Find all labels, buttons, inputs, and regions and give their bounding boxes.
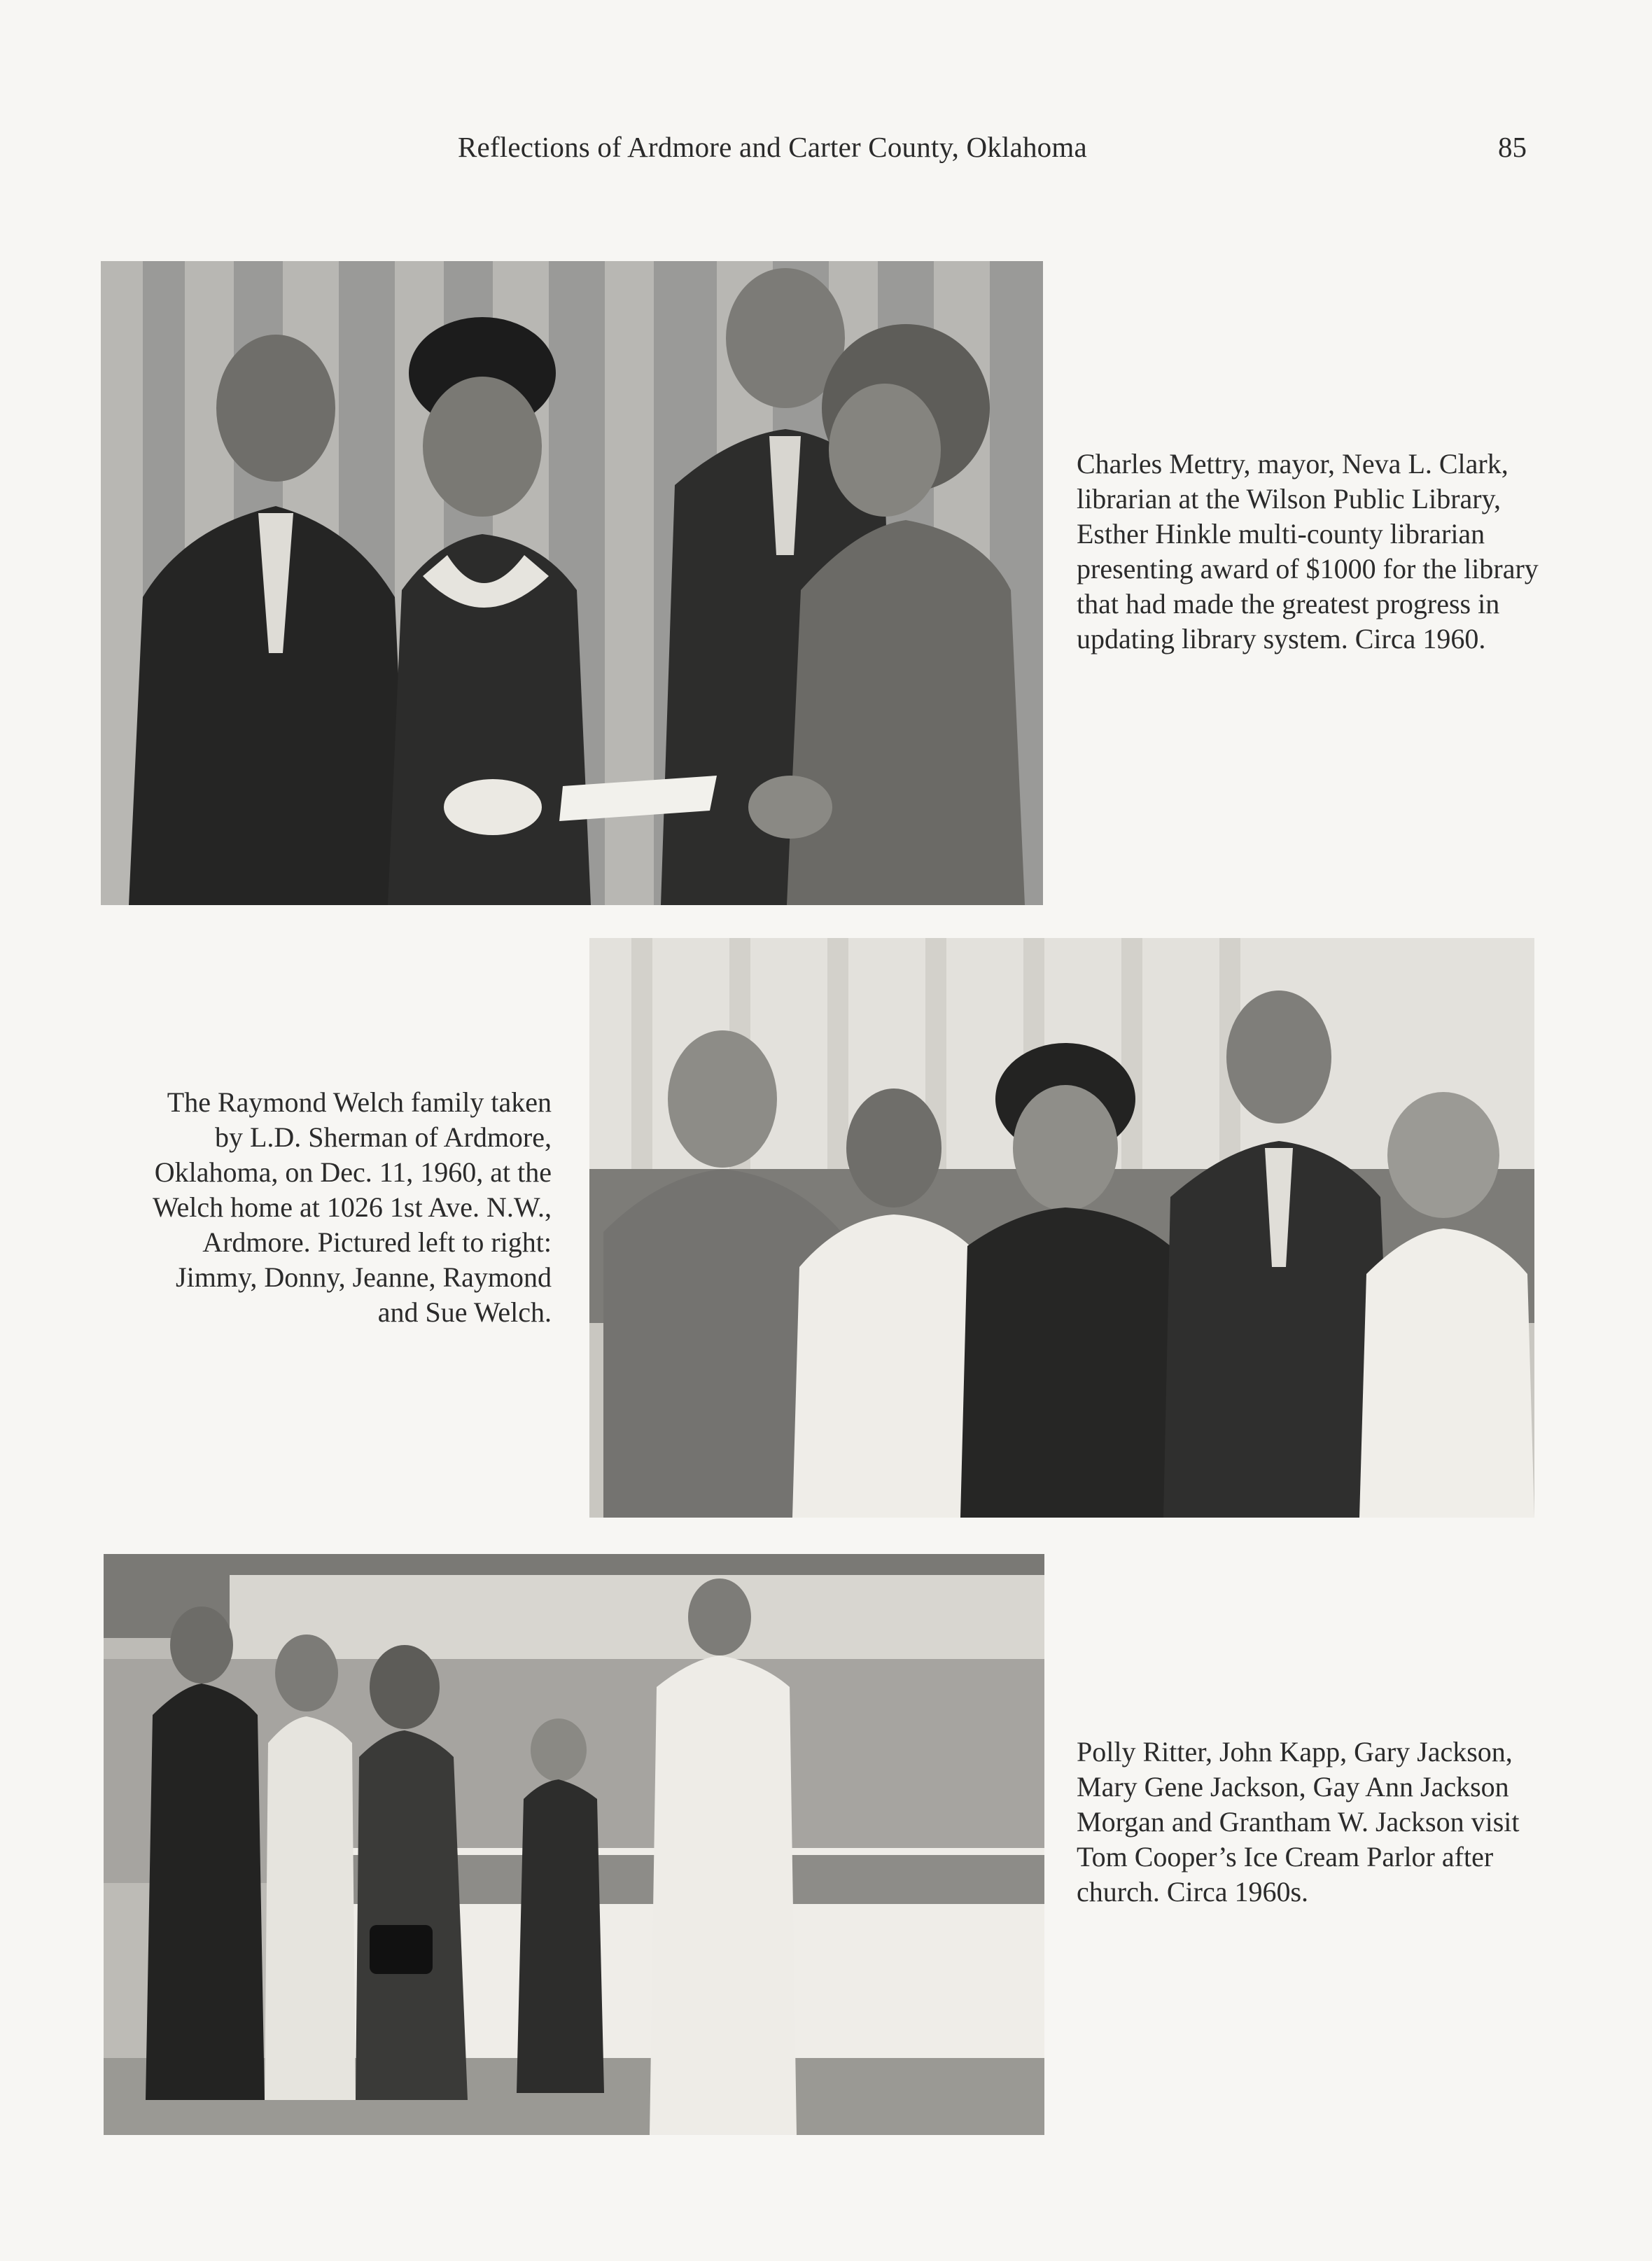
photo-ice-cream-parlor [104,1554,1044,2135]
running-head-title: Reflections of Ardmore and Carter County, Oklahoma [458,131,1087,163]
photo-ice-cream-parlor-image [104,1554,1044,2135]
caption-library-award: Charles Mettry, mayor, Neva L. Clark, librarian at the Wilson Public Library, Esther Hinkle multi-county librarian presenting award of $1000 for the library that had made the greatest progress in updating library system. Circa 1960. [1077,448,1539,654]
caption-welch-family: The Raymond Welch family taken by L.D. Sherman of Ardmore, Oklahoma, on Dec. 11, 1960, at the Welch home at 1026 1st Ave. N.W., Ardmore. Pictured left to right: Jimmy, Donny, Jeanne, Raymond and Sue Welch. [152,1086,552,1328]
photo-library-award-image [101,261,1043,905]
photo-welch-family [589,938,1534,1518]
caption-ice-cream-parlor: Polly Ritter, John Kapp, Gary Jackson, Mary Gene Jackson, Gay Ann Jackson Morgan and Grantham W. Jackson visit Tom Cooper’s Ice Cream Parlor after church. Circa 1960s. [1077,1736,1520,1907]
page-number: 85 [1498,131,1527,163]
photo-library-award [101,261,1043,905]
photo-welch-family-image [589,938,1534,1518]
